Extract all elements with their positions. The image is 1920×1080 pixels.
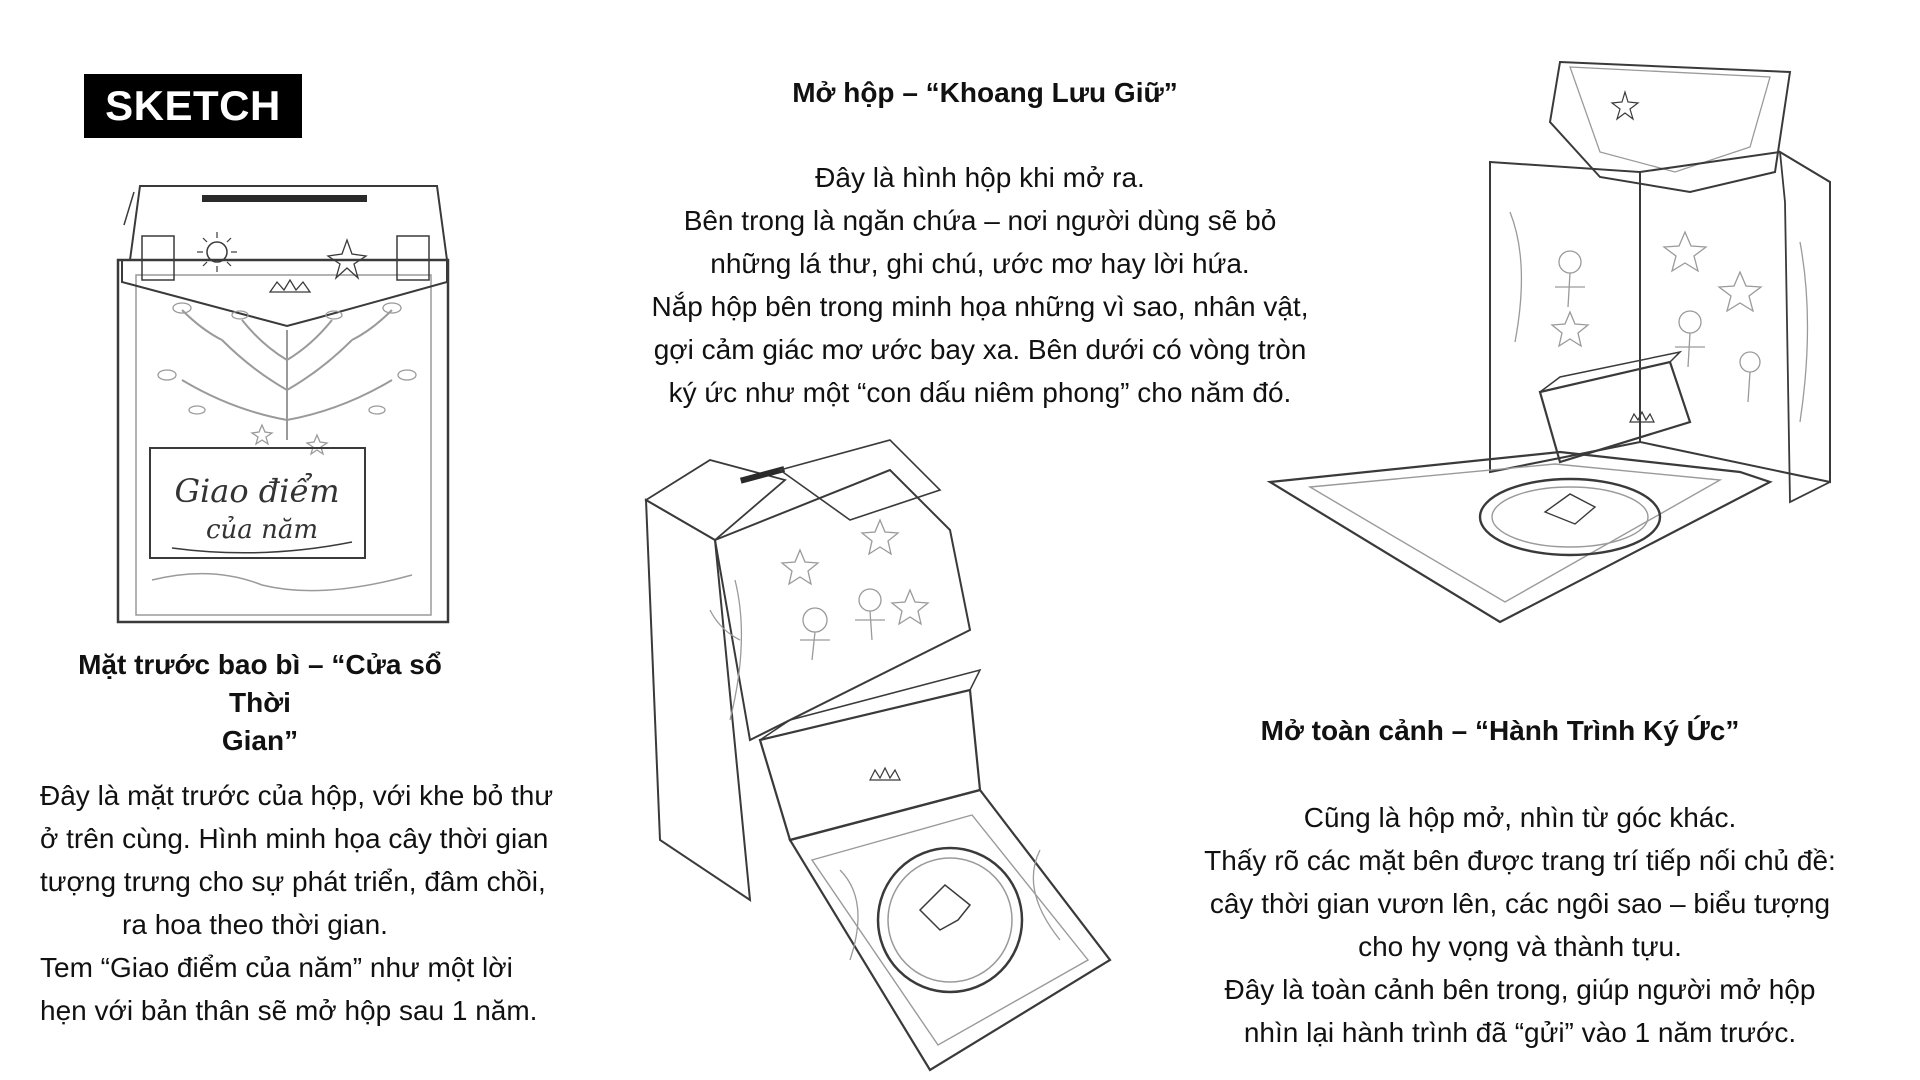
front-line: Tem “Giao điểm của năm” như một lời: [40, 952, 513, 983]
open-box-line: những lá thư, ghi chú, ước mơ hay lời hứa.: [710, 248, 1250, 279]
open-box-line: Nắp hộp bên trong minh họa những vì sao, nhân vật,: [651, 291, 1309, 322]
front-title-line1: Mặt trước bao bì – “Cửa sổ Thời: [78, 649, 442, 718]
panorama-description: [1170, 796, 1870, 1054]
panorama-line: Đây là toàn cảnh bên trong, giúp người mở hộp: [1224, 974, 1816, 1005]
sketch-badge: SKETCH: [84, 74, 302, 138]
front-box-sketch: [112, 180, 457, 630]
front-section-title: [60, 646, 460, 759]
panorama-line: Thấy rõ các mặt bên được trang trí tiếp nối chủ đề:: [1204, 845, 1836, 876]
front-title-line2: Gian”: [221, 724, 299, 756]
stamp-text-line2: của năm: [206, 515, 318, 545]
open-box-sketch: [640, 440, 1180, 1075]
open-box-section-title: Mở hộp – “Khoang Lưu Giữ”: [792, 77, 1178, 108]
front-description: [40, 774, 554, 1032]
panorama-line: cho hy vọng và thành tựu.: [1358, 931, 1682, 962]
front-line: ở trên cùng. Hình minh họa cây thời gian: [40, 823, 549, 854]
front-line: Đây là mặt trước của hộp, với khe bỏ thư: [40, 780, 554, 811]
stamp-text-line1: Giao điểm: [174, 472, 340, 510]
front-line: tượng trưng cho sự phát triển, đâm chồi,: [40, 866, 546, 897]
open-box-line: Đây là hình hộp khi mở ra.: [815, 162, 1145, 193]
panorama-section-title: Mở toàn cảnh – “Hành Trình Ký Ức”: [1260, 715, 1740, 746]
open-box-line: ký ức như một “con dấu niêm phong” cho năm đó.: [668, 377, 1292, 408]
panorama-box-sketch: [1270, 62, 1870, 682]
front-line: ra hoa theo thời gian.: [122, 909, 388, 940]
front-line: hẹn với bản thân sẽ mở hộp sau 1 năm.: [40, 995, 538, 1026]
open-box-line: Bên trong là ngăn chứa – nơi người dùng sẽ bỏ: [683, 205, 1277, 236]
panorama-line: cây thời gian vươn lên, các ngôi sao – biểu tượng: [1209, 888, 1831, 919]
panorama-line: nhìn lại hành trình đã “gửi” vào 1 năm trước.: [1243, 1017, 1797, 1048]
open-box-line: gợi cảm giác mơ ước bay xa. Bên dưới có vòng tròn: [653, 334, 1307, 365]
panorama-line: Cũng là hộp mở, nhìn từ góc khác.: [1303, 802, 1737, 833]
open-box-description: [620, 156, 1340, 414]
